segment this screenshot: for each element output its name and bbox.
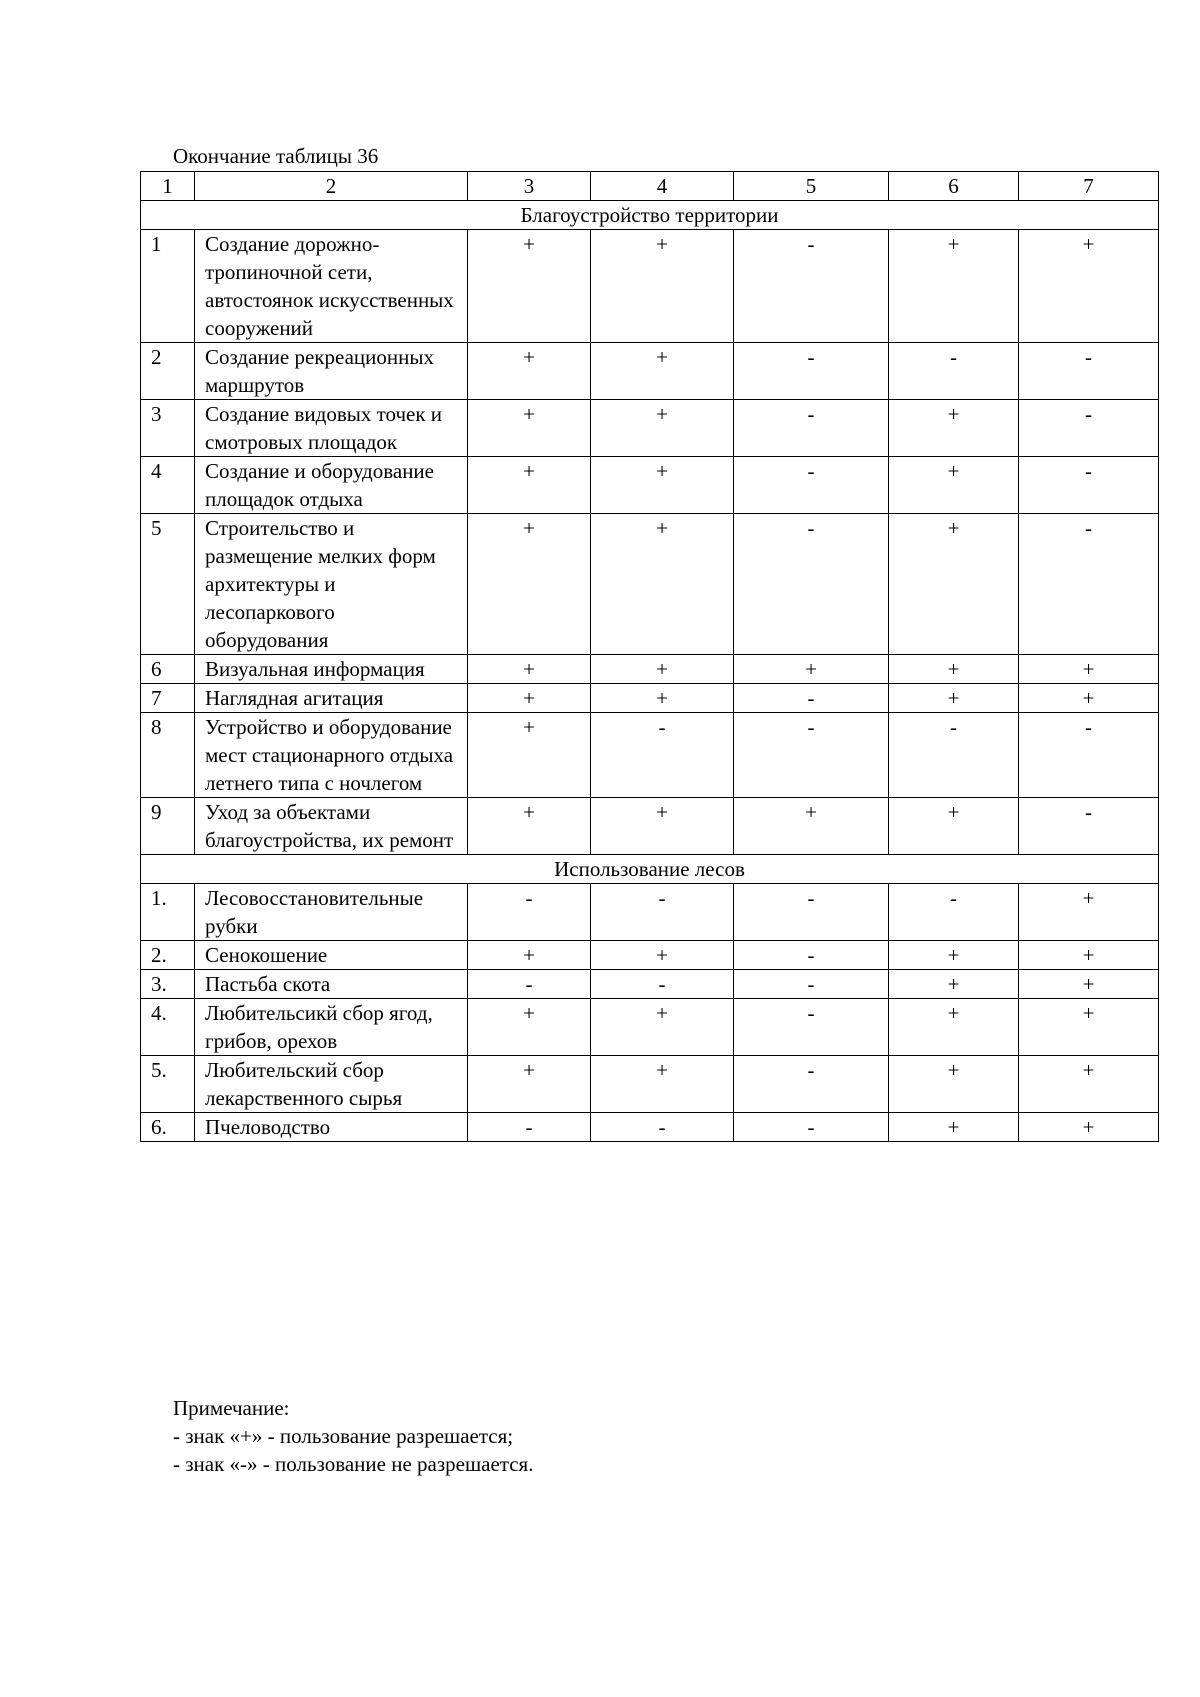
note-line: - знак «-» - пользование не разрешается. [173,1452,534,1476]
permission-mark: + [468,230,591,343]
permission-mark: - [734,1056,889,1113]
row-name: Любительский сбор лекарственного сырья [195,1056,468,1113]
permission-mark: + [591,941,734,970]
permission-mark: + [1019,999,1159,1056]
table-row [141,1056,1159,1113]
table-row [141,1113,1159,1142]
data-table [140,171,1159,1142]
permission-mark: - [1019,713,1159,798]
permission-mark: + [468,457,591,514]
section-row [141,855,1159,884]
permission-mark: + [889,655,1019,684]
permission-mark: + [1019,941,1159,970]
permission-mark: - [468,884,591,941]
table-caption: Окончание таблицы 36 [173,144,379,168]
row-name: Визуальная информация [195,655,468,684]
permission-mark: + [591,684,734,713]
row-number: 4. [141,999,195,1056]
permission-mark: + [1019,884,1159,941]
permission-mark: + [1019,1056,1159,1113]
row-name: Создание и оборудование площадок отдыха [195,457,468,514]
section-title: Использование лесов [141,855,1159,884]
row-name: Любительсикй сбор ягод, грибов, орехов [195,999,468,1056]
permission-mark: + [1019,684,1159,713]
table-row [141,941,1159,970]
permission-mark: + [468,655,591,684]
row-number: 4 [141,457,195,514]
permission-mark: - [591,713,734,798]
table-row [141,400,1159,457]
permission-mark: - [468,1113,591,1142]
column-header-row [141,172,1159,201]
permission-mark: - [734,343,889,400]
permission-mark: + [468,400,591,457]
permission-mark: + [468,514,591,655]
row-name: Строительство и размещение мелких форм архитектуры и лесопаркового оборудования [195,514,468,655]
permission-mark: + [889,941,1019,970]
row-name: Устройство и оборудование мест стационарного отдыха летнего типа с ночлегом [195,713,468,798]
column-header: 4 [591,172,734,201]
row-number: 8 [141,713,195,798]
table-row [141,684,1159,713]
row-number: 6 [141,655,195,684]
permission-mark: + [591,400,734,457]
row-number: 5. [141,1056,195,1113]
permission-mark: - [1019,400,1159,457]
row-number: 5 [141,514,195,655]
permission-mark: + [591,999,734,1056]
permission-mark: + [591,655,734,684]
permission-mark: - [591,970,734,999]
permission-mark: + [889,457,1019,514]
row-name: Пчеловодство [195,1113,468,1142]
permission-mark: + [468,941,591,970]
permission-mark: + [591,230,734,343]
permission-mark: + [468,713,591,798]
permission-mark: - [734,457,889,514]
permission-mark: + [468,999,591,1056]
permission-mark: + [468,343,591,400]
row-number: 6. [141,1113,195,1142]
row-name: Лесовосстановительные рубки [195,884,468,941]
permission-mark: - [591,884,734,941]
permission-mark: - [1019,457,1159,514]
row-number: 9 [141,798,195,855]
permission-mark: + [889,970,1019,999]
table-row [141,655,1159,684]
row-number: 3 [141,400,195,457]
permission-mark: + [468,798,591,855]
permission-mark: + [889,230,1019,343]
row-name: Создание видовых точек и смотровых площадок [195,400,468,457]
permission-mark: - [734,514,889,655]
permission-mark: - [734,713,889,798]
permission-mark: - [734,400,889,457]
permission-mark: - [734,230,889,343]
table-row [141,999,1159,1056]
column-header: 1 [141,172,195,201]
permission-mark: - [591,1113,734,1142]
permission-mark: + [591,514,734,655]
column-header: 6 [889,172,1019,201]
column-header: 3 [468,172,591,201]
permission-mark: - [734,884,889,941]
table-row [141,343,1159,400]
row-number: 3. [141,970,195,999]
permission-mark: - [1019,514,1159,655]
permission-mark: - [734,941,889,970]
section-row [141,201,1159,230]
permission-mark: - [734,999,889,1056]
permission-mark: + [889,798,1019,855]
row-name: Создание рекреационных маршрутов [195,343,468,400]
permission-mark: + [889,400,1019,457]
permission-mark: + [468,684,591,713]
row-number: 1 [141,230,195,343]
permission-mark: + [1019,655,1159,684]
permission-mark: - [734,970,889,999]
table-row [141,884,1159,941]
note-block [173,1394,533,1478]
permission-mark: - [734,684,889,713]
table-row [141,713,1159,798]
section-title: Благоустройство территории [141,201,1159,230]
row-name: Пастьба скота [195,970,468,999]
permission-mark: - [1019,798,1159,855]
permission-mark: + [1019,230,1159,343]
table-row [141,798,1159,855]
row-number: 7 [141,684,195,713]
permission-mark: + [591,798,734,855]
row-number: 1. [141,884,195,941]
row-number: 2 [141,343,195,400]
permission-mark: + [591,1056,734,1113]
permission-mark: + [1019,1113,1159,1142]
note-line: - знак «+» - пользование разрешается; [173,1424,514,1448]
permission-mark: - [1019,343,1159,400]
permission-mark: + [889,684,1019,713]
permission-mark: - [889,713,1019,798]
row-number: 2. [141,941,195,970]
note-title: Примечание: [173,1396,290,1420]
permission-mark: + [889,1113,1019,1142]
column-header: 5 [734,172,889,201]
permission-mark: + [734,798,889,855]
column-header: 2 [195,172,468,201]
permission-mark: + [889,1056,1019,1113]
table-row [141,970,1159,999]
row-name: Уход за объектами благоустройства, их ремонт [195,798,468,855]
permission-mark: - [468,970,591,999]
permission-mark: - [734,1113,889,1142]
permission-mark: - [889,343,1019,400]
row-name: Сенокошение [195,941,468,970]
permission-mark: + [889,514,1019,655]
permission-mark: + [468,1056,591,1113]
table-row [141,230,1159,343]
table-row [141,514,1159,655]
permission-mark: + [591,343,734,400]
table-row [141,457,1159,514]
permission-mark: + [734,655,889,684]
permission-mark: + [591,457,734,514]
permission-mark: + [889,999,1019,1056]
row-name: Наглядная агитация [195,684,468,713]
permission-mark: + [1019,970,1159,999]
column-header: 7 [1019,172,1159,201]
permission-mark: - [889,884,1019,941]
row-name: Создание дорожно-тропиночной сети, автостоянок искусственных сооружений [195,230,468,343]
